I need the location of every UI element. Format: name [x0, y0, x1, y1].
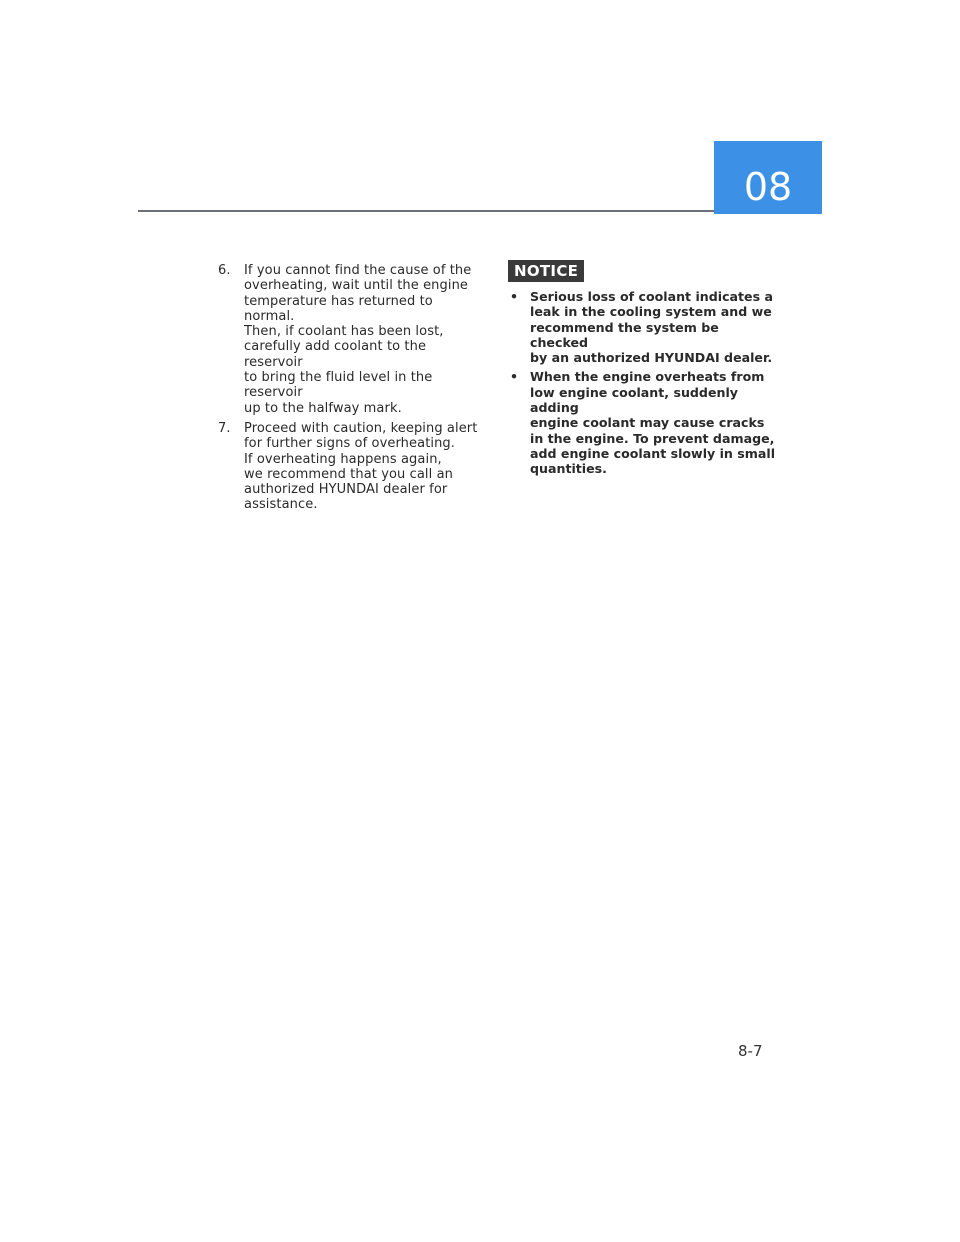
step-number: 7.	[218, 420, 231, 436]
notice-box	[508, 260, 778, 481]
header-rule	[138, 210, 714, 212]
notice-item	[508, 289, 778, 365]
step-text: Proceed with caution, keeping alert for further signs of overheating. If overheating happens again, we recommend that you call an authorized HYUNDAI dealer for assistance.	[244, 420, 478, 513]
step-number: 6.	[218, 263, 231, 278]
notice-badge: NOTICE	[508, 260, 584, 282]
step-item	[218, 421, 486, 513]
notice-text: Serious loss of coolant indicates a leak in the cooling system and we recommend the system be checked by an authorized HYUNDAI dealer.	[530, 289, 773, 366]
step-text: If you cannot find the cause of the overheating, wait until the engine temperature has returned to normal. Then, if coolant has been lost, carefully add coolant to the reservoir to bring the fluid level in the reservoir up to the halfway mark.	[244, 263, 472, 416]
step-item	[218, 263, 486, 416]
procedure-steps	[218, 263, 486, 518]
notice-text: When the engine overheats from low engine coolant, suddenly adding engine coolant may cause cracks in the engine. To prevent damage, add engine coolant slowly in small quantities.	[530, 369, 776, 477]
page-number: 8-7	[738, 1042, 763, 1060]
chapter-number: 08	[743, 165, 793, 209]
bullet-icon: •	[510, 289, 519, 304]
notice-list	[508, 289, 778, 477]
chapter-tab	[714, 141, 822, 214]
notice-item	[508, 369, 778, 476]
bullet-icon: •	[510, 369, 519, 385]
